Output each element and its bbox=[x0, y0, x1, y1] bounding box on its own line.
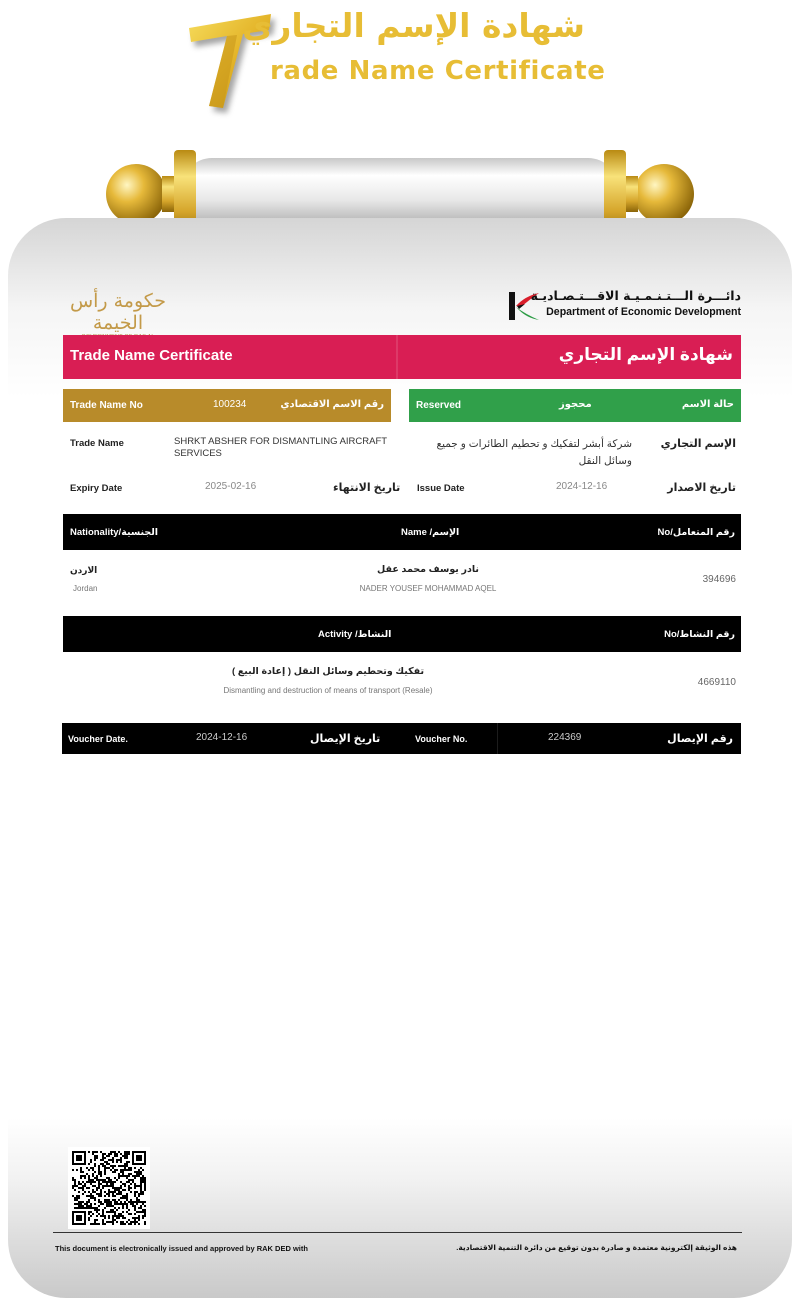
nationality-arabic: الاردن bbox=[70, 565, 98, 575]
trade-name-no-label: Trade Name No bbox=[70, 400, 143, 411]
ded-logo-english: Department of Economic Development bbox=[546, 306, 741, 318]
footer-text-arabic: هذه الوثيقة إلكترونية معتمدة و صادرة بدون توقيع من دائرة التنمية الاقتصادية. bbox=[456, 1243, 737, 1252]
activity-name-arabic: تفكيك وتحطيم وسائل النقل ( إعادة البيع ) bbox=[231, 666, 425, 677]
ded-logo bbox=[505, 288, 741, 324]
voucher-no-label: Voucher No. bbox=[415, 734, 468, 744]
certificate-title-bar bbox=[63, 335, 741, 379]
trade-name-english: SHRKT ABSHER FOR DISMANTLING AIRCRAFT SERVICES bbox=[174, 436, 387, 459]
issue-date-label: Issue Date bbox=[417, 483, 465, 494]
footer-divider bbox=[53, 1232, 742, 1233]
trade-name-no-value: 100234 bbox=[213, 399, 247, 410]
activity-header-bar bbox=[63, 616, 741, 652]
expiry-date-label: Expiry Date bbox=[70, 483, 123, 494]
voucher-bar bbox=[62, 723, 741, 754]
dealer-header-bar bbox=[63, 514, 741, 550]
status-label-arabic: حالة الاسم bbox=[681, 399, 734, 410]
activity-number: 4669110 bbox=[697, 677, 736, 688]
dealer-row bbox=[63, 550, 741, 614]
status-value-english: Reserved bbox=[416, 400, 462, 411]
voucher-date-value: 2024-12-16 bbox=[196, 732, 248, 743]
trade-name-arabic: شركة أبشر لتفكيك و تحطيم الطائرات و جميع وسائل النقل bbox=[436, 438, 632, 467]
rak-logo-arabic: حكومة رأس الخيمة bbox=[69, 290, 167, 334]
trade-name-no-label-arabic: رقم الاسم الاقتصادي bbox=[280, 399, 384, 410]
name-status-bar bbox=[409, 389, 741, 422]
voucher-no-label-arabic: رقم الإيصال bbox=[667, 733, 733, 745]
trade-name-label-arabic: الإسم التجاري bbox=[660, 438, 736, 450]
activity-header: Activity /النشاط bbox=[318, 629, 392, 640]
certificate-title-english: Trade Name Certificate bbox=[70, 347, 233, 364]
dealer-no-header: No/رقم المتعامل bbox=[657, 527, 735, 538]
activity-no-header: No/رقم النشاط bbox=[664, 629, 735, 640]
status-value-arabic: محجوز bbox=[559, 399, 592, 410]
trade-name-label: Trade Name bbox=[70, 438, 124, 449]
activity-row bbox=[63, 652, 741, 716]
voucher-date-label-arabic: تاريخ الإيصال bbox=[310, 733, 381, 745]
issue-date-value: 2024-12-16 bbox=[556, 481, 608, 492]
ded-logo-arabic: دائـــرة الـــتـنـمـيـة الاقـــتـصـاديـة bbox=[530, 288, 741, 303]
certificate-paper bbox=[8, 218, 792, 1298]
trade-name-number-bar bbox=[63, 389, 391, 422]
header-title-arabic: شهادة الإسم التجاري bbox=[242, 6, 585, 45]
issue-date-label-arabic: تاريخ الاصدار bbox=[667, 482, 736, 494]
certificate-title-arabic: شهادة الإسم التجاري bbox=[558, 345, 733, 364]
name-header: Name /الإسم bbox=[401, 527, 460, 538]
expiry-date-label-arabic: تاريخ الانتهاء bbox=[333, 482, 401, 494]
qr-code-icon bbox=[72, 1151, 146, 1225]
dealer-number: 394696 bbox=[702, 574, 736, 585]
qr-code bbox=[68, 1147, 150, 1229]
nationality-english: Jordan bbox=[73, 584, 98, 593]
header-title-english: rade Name Certificate bbox=[270, 56, 606, 86]
activity-name-english: Dismantling and destruction of means of transport (Resale) bbox=[223, 686, 433, 695]
nationality-header: Nationality/الجنسية bbox=[70, 527, 159, 538]
dealer-name-english: NADER YOUSEF MOHAMMAD AQEL bbox=[359, 584, 497, 593]
voucher-number: 224369 bbox=[548, 732, 582, 743]
dealer-name-arabic: نادر يوسف محمد عقل bbox=[377, 564, 479, 575]
expiry-date-value: 2025-02-16 bbox=[205, 481, 257, 492]
voucher-date-label: Voucher Date. bbox=[68, 734, 128, 744]
footer-text-english: This document is electronically issued and approved by RAK DED with bbox=[55, 1244, 308, 1253]
